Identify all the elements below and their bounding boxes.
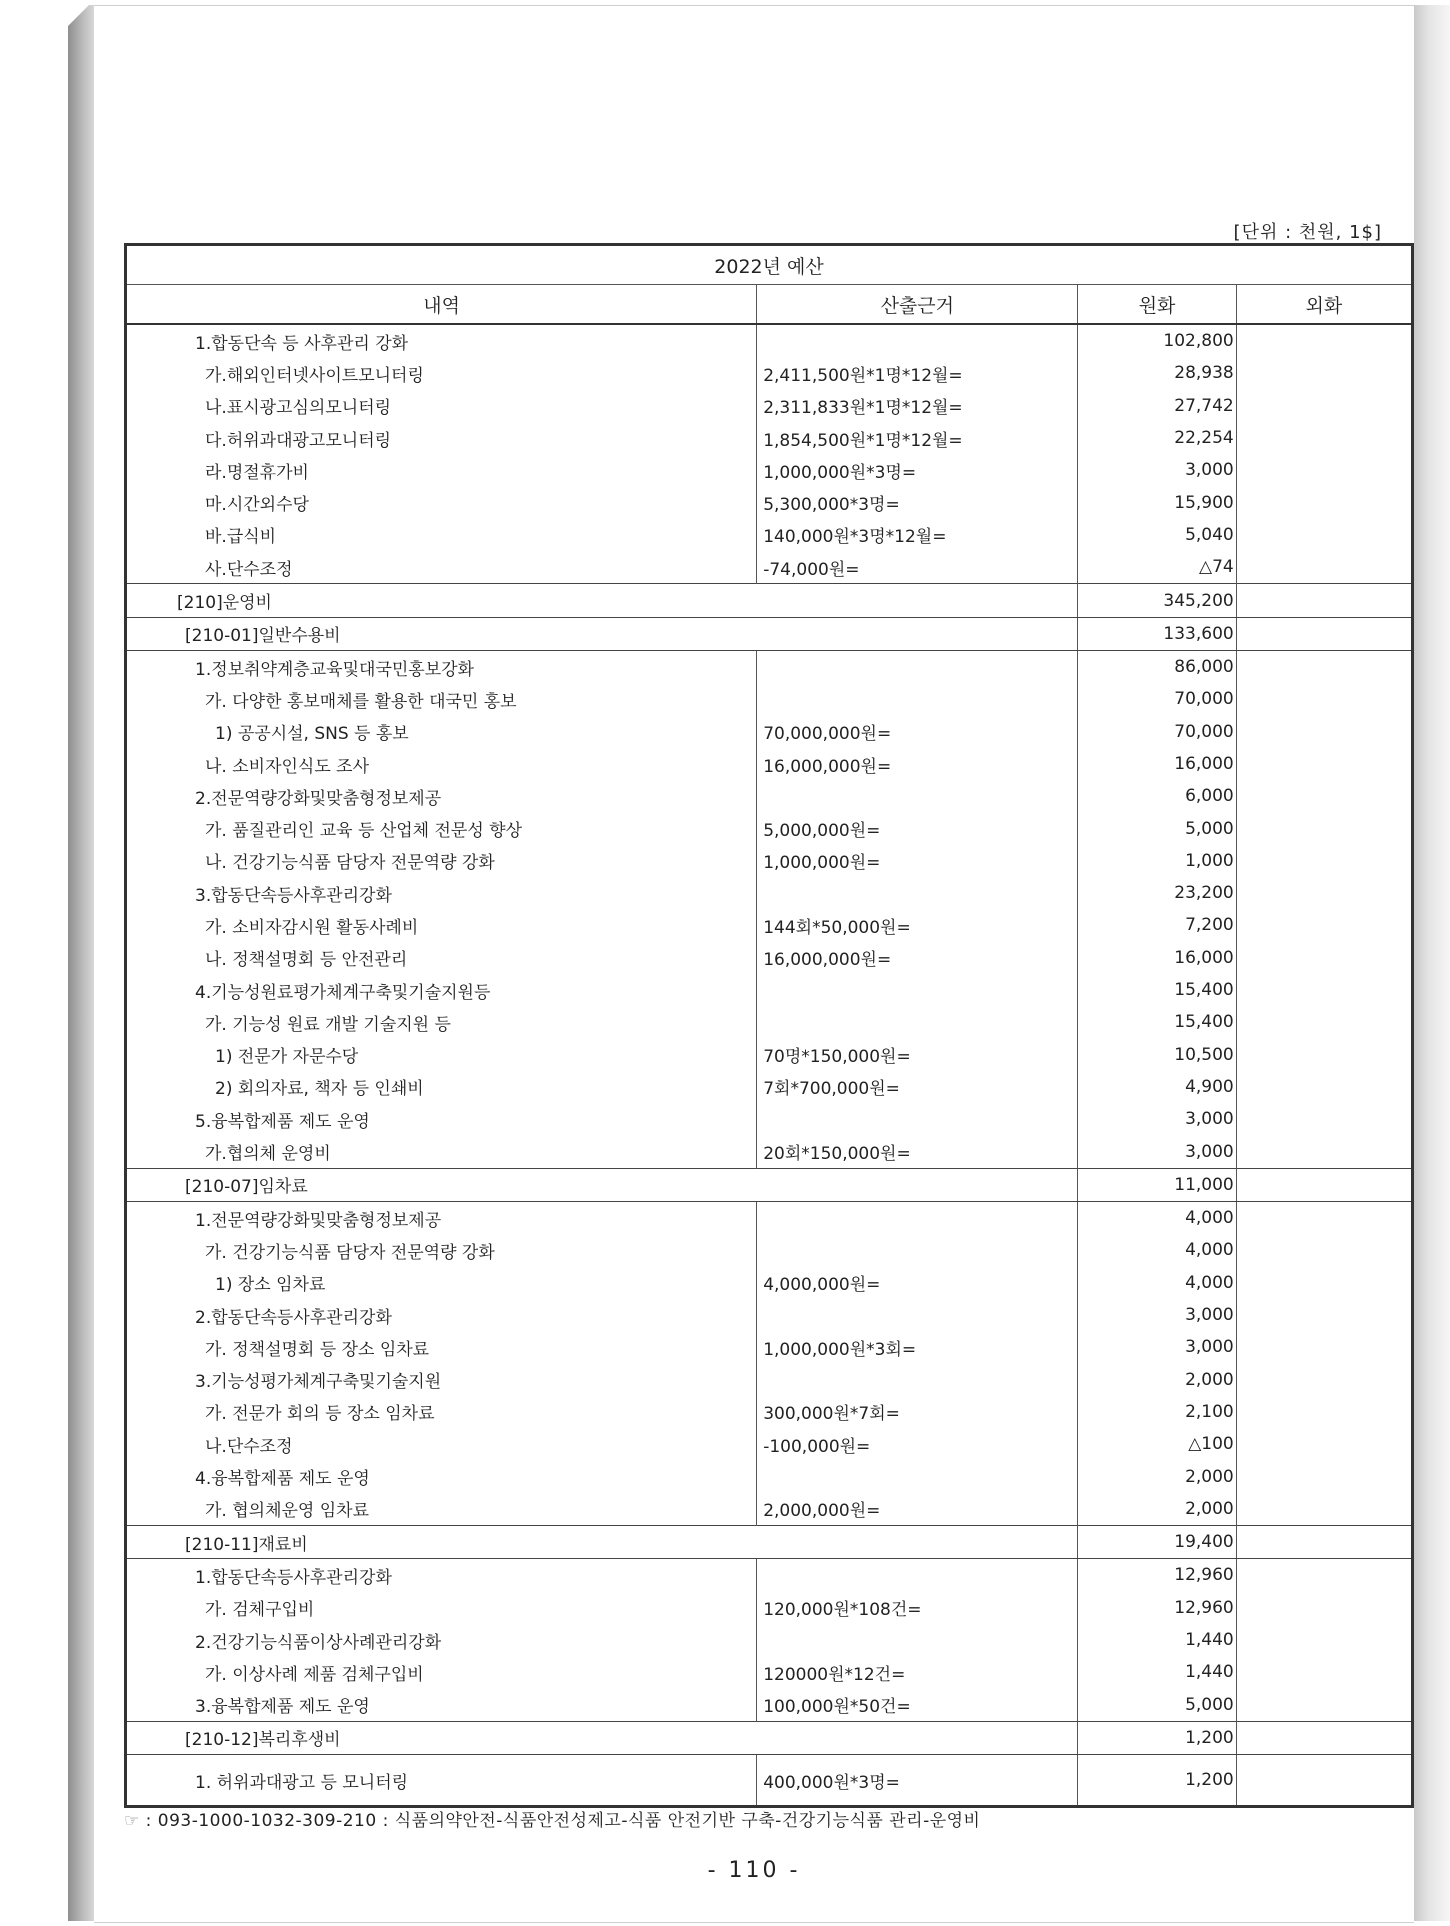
table-row (126, 1755, 1413, 1807)
row-label: 가. 전문가 회의 등 장소 임차료 (126, 1396, 757, 1428)
row-calculation (757, 1364, 1078, 1396)
row-amount-foreign (1236, 584, 1412, 617)
table-row (126, 1624, 1413, 1656)
row-amount-foreign (1236, 1721, 1412, 1754)
row-calculation: 5,000,000원= (757, 812, 1078, 844)
row-amount-foreign (1236, 551, 1412, 584)
row-amount-foreign (1236, 1071, 1412, 1103)
row-calculation: 16,000,000원= (757, 942, 1078, 974)
row-label: [210]운영비 (126, 584, 1078, 617)
book-spine (68, 5, 94, 1921)
row-amount-foreign (1236, 357, 1412, 389)
table-row (126, 454, 1413, 486)
row-calculation (757, 683, 1078, 715)
row-amount-foreign (1236, 650, 1412, 683)
row-label: 나. 소비자인식도 조사 (126, 748, 757, 780)
row-calculation (757, 1624, 1078, 1656)
row-label: 2) 회의자료, 책자 등 인쇄비 (126, 1071, 757, 1103)
row-amount-krw: 15,400 (1078, 1006, 1236, 1038)
row-amount-krw: 5,000 (1078, 812, 1236, 844)
row-amount-foreign (1236, 617, 1412, 650)
row-amount-krw: 2,100 (1078, 1396, 1236, 1428)
row-label: 나.표시광고심의모니터링 (126, 390, 757, 422)
table-row (126, 422, 1413, 454)
row-calculation: 2,311,833원*1명*12월= (757, 390, 1078, 422)
row-label: 1) 장소 임차료 (126, 1267, 757, 1299)
row-amount-foreign (1236, 1168, 1412, 1201)
budget-table (124, 243, 1414, 1808)
row-label: 나. 정책설명회 등 안전관리 (126, 942, 757, 974)
row-calculation: 300,000원*7회= (757, 1396, 1078, 1428)
row-amount-foreign (1236, 454, 1412, 486)
row-label: 2.합동단속등사후관리강화 (126, 1299, 757, 1331)
row-label: 3.융복합제품 제도 운영 (126, 1688, 757, 1721)
row-calculation (757, 877, 1078, 909)
row-calculation: 7회*700,000원= (757, 1071, 1078, 1103)
row-calculation: 140,000원*3명*12월= (757, 519, 1078, 551)
table-row (126, 1267, 1413, 1299)
row-amount-krw: 12,960 (1078, 1559, 1236, 1592)
row-label: 가.협의체 운영비 (126, 1135, 757, 1168)
row-amount-krw: 2,000 (1078, 1493, 1236, 1526)
table-row (126, 357, 1413, 389)
table-row (126, 1364, 1413, 1396)
table-row (126, 1559, 1413, 1592)
row-calculation (757, 1103, 1078, 1135)
col-header-foreign: 외화 (1236, 285, 1412, 325)
row-amount-krw: 16,000 (1078, 748, 1236, 780)
row-amount-krw: 4,900 (1078, 1071, 1236, 1103)
row-label: 1) 공공시설, SNS 등 홍보 (126, 716, 757, 748)
row-label: 1) 전문가 자문수당 (126, 1039, 757, 1071)
row-label: 가. 협의체운영 임차료 (126, 1493, 757, 1526)
table-row (126, 1299, 1413, 1331)
row-amount-krw: 133,600 (1078, 617, 1236, 650)
row-calculation: 16,000,000원= (757, 748, 1078, 780)
row-amount-krw: 23,200 (1078, 877, 1236, 909)
row-amount-krw: 7,200 (1078, 909, 1236, 941)
row-amount-foreign (1236, 1364, 1412, 1396)
row-amount-krw: 70,000 (1078, 716, 1236, 748)
page-number: - 110 - (707, 1858, 801, 1883)
row-calculation: 120000원*12건= (757, 1656, 1078, 1688)
row-calculation: 400,000원*3명= (757, 1755, 1078, 1807)
row-amount-foreign (1236, 486, 1412, 518)
table-row (126, 1103, 1413, 1135)
row-label: 나. 건강기능식품 담당자 전문역량 강화 (126, 845, 757, 877)
table-row (126, 1331, 1413, 1363)
row-amount-krw: 3,000 (1078, 1135, 1236, 1168)
row-amount-foreign (1236, 519, 1412, 551)
row-calculation (757, 650, 1078, 683)
row-amount-krw: 3,000 (1078, 454, 1236, 486)
row-label: 다.허위과대광고모니터링 (126, 422, 757, 454)
row-label: 1.전문역량강화및맞춤형정보제공 (126, 1202, 757, 1235)
row-amount-foreign (1236, 1202, 1412, 1235)
table-row (126, 845, 1413, 877)
row-amount-krw: 3,000 (1078, 1299, 1236, 1331)
row-amount-foreign (1236, 324, 1412, 357)
table-row (126, 974, 1413, 1006)
section-row (126, 617, 1413, 650)
table-row (126, 780, 1413, 812)
row-calculation (757, 1460, 1078, 1492)
row-amount-krw: 4,000 (1078, 1234, 1236, 1266)
table-row (126, 748, 1413, 780)
row-calculation: -74,000원= (757, 551, 1078, 584)
table-row (126, 1493, 1413, 1526)
row-calculation: 20회*150,000원= (757, 1135, 1078, 1168)
row-amount-krw: 2,000 (1078, 1460, 1236, 1492)
row-label: 5.융복합제품 제도 운영 (126, 1103, 757, 1135)
row-calculation: 4,000,000원= (757, 1267, 1078, 1299)
row-amount-foreign (1236, 1525, 1412, 1558)
row-amount-foreign (1236, 1396, 1412, 1428)
row-amount-krw: 15,900 (1078, 486, 1236, 518)
row-label: [210-01]일반수용비 (126, 617, 1078, 650)
row-calculation: 70명*150,000원= (757, 1039, 1078, 1071)
row-calculation (757, 1006, 1078, 1038)
section-row (126, 584, 1413, 617)
table-row (126, 1656, 1413, 1688)
row-amount-foreign (1236, 1039, 1412, 1071)
footnote-text: : 093-1000-1032-309-210 : 식품의약안전-식품안전성제고-식품 안전기반 구축-건강기능식품 관리-운영비 (139, 1811, 981, 1831)
row-amount-krw: 4,000 (1078, 1267, 1236, 1299)
row-amount-krw: 12,960 (1078, 1592, 1236, 1624)
row-amount-foreign (1236, 1299, 1412, 1331)
table-row (126, 1428, 1413, 1460)
row-amount-krw: 28,938 (1078, 357, 1236, 389)
col-header-krw: 원화 (1078, 285, 1236, 325)
unit-label: [단위 : 천원, 1$] (1233, 222, 1382, 243)
row-label: [210-07]임차료 (126, 1168, 1078, 1201)
row-label: 가.해외인터넷사이트모니터링 (126, 357, 757, 389)
table-row (126, 1592, 1413, 1624)
row-label: 1.정보취약계층교육및대국민홍보강화 (126, 650, 757, 683)
row-amount-krw: 5,040 (1078, 519, 1236, 551)
row-amount-krw: 1,200 (1078, 1755, 1236, 1807)
row-amount-krw: 16,000 (1078, 942, 1236, 974)
row-amount-krw: 70,000 (1078, 683, 1236, 715)
row-amount-krw: 3,000 (1078, 1331, 1236, 1363)
row-calculation: 1,000,000원= (757, 845, 1078, 877)
table-row (126, 942, 1413, 974)
row-label: 3.기능성평가체계구축및기술지원 (126, 1364, 757, 1396)
row-calculation (757, 780, 1078, 812)
table-row (126, 1135, 1413, 1168)
table-row (126, 812, 1413, 844)
row-amount-krw: 22,254 (1078, 422, 1236, 454)
row-calculation: 70,000,000원= (757, 716, 1078, 748)
table-row (126, 1202, 1413, 1235)
row-calculation: -100,000원= (757, 1428, 1078, 1460)
row-label: 가. 기능성 원료 개발 기술지원 등 (126, 1006, 757, 1038)
table-row (126, 519, 1413, 551)
row-amount-krw: 1,200 (1078, 1721, 1236, 1754)
table-title: 2022년 예산 (126, 245, 1413, 285)
row-label: [210-11]재료비 (126, 1525, 1078, 1558)
table-row (126, 716, 1413, 748)
row-amount-foreign (1236, 942, 1412, 974)
row-label: 1.합동단속등사후관리강화 (126, 1559, 757, 1592)
row-amount-foreign (1236, 877, 1412, 909)
row-amount-krw: 27,742 (1078, 390, 1236, 422)
row-amount-foreign (1236, 780, 1412, 812)
row-amount-krw: 3,000 (1078, 1103, 1236, 1135)
table-row (126, 1234, 1413, 1266)
row-label: [210-12]복리후생비 (126, 1721, 1078, 1754)
section-row (126, 1721, 1413, 1754)
row-amount-foreign (1236, 1428, 1412, 1460)
row-amount-krw: 5,000 (1078, 1688, 1236, 1721)
row-amount-foreign (1236, 1006, 1412, 1038)
row-amount-foreign (1236, 1592, 1412, 1624)
row-amount-foreign (1236, 1135, 1412, 1168)
row-calculation (757, 1559, 1078, 1592)
row-amount-krw: 15,400 (1078, 974, 1236, 1006)
table-row (126, 324, 1413, 357)
row-amount-krw: 1,000 (1078, 845, 1236, 877)
row-amount-foreign (1236, 1688, 1412, 1721)
row-amount-foreign (1236, 390, 1412, 422)
table-row (126, 909, 1413, 941)
row-amount-krw: 4,000 (1078, 1202, 1236, 1235)
row-amount-foreign (1236, 1755, 1412, 1807)
row-label: 사.단수조정 (126, 551, 757, 584)
row-amount-krw: △74 (1078, 551, 1236, 584)
row-amount-krw: 19,400 (1078, 1525, 1236, 1558)
document-page (94, 5, 1414, 1923)
row-label: 가. 정책설명회 등 장소 임차료 (126, 1331, 757, 1363)
row-label: 4.기능성원료평가체계구축및기술지원등 (126, 974, 757, 1006)
row-amount-foreign (1236, 1331, 1412, 1363)
table-row (126, 650, 1413, 683)
col-header-calc: 산출근거 (757, 285, 1078, 325)
row-label: 2.전문역량강화및맞춤형정보제공 (126, 780, 757, 812)
row-calculation: 1,854,500원*1명*12월= (757, 422, 1078, 454)
row-amount-krw: 2,000 (1078, 1364, 1236, 1396)
row-amount-krw: 1,440 (1078, 1656, 1236, 1688)
row-amount-foreign (1236, 909, 1412, 941)
row-calculation: 144회*50,000원= (757, 909, 1078, 941)
row-label: 가. 다양한 홍보매체를 활용한 대국민 홍보 (126, 683, 757, 715)
table-row (126, 1039, 1413, 1071)
row-label: 2.건강기능식품이상사례관리강화 (126, 1624, 757, 1656)
table-row (126, 1006, 1413, 1038)
row-amount-krw: 10,500 (1078, 1039, 1236, 1071)
row-amount-krw: 11,000 (1078, 1168, 1236, 1201)
row-calculation: 5,300,000*3명= (757, 486, 1078, 518)
row-calculation (757, 324, 1078, 357)
row-amount-foreign (1236, 716, 1412, 748)
row-amount-krw: △100 (1078, 1428, 1236, 1460)
section-row (126, 1525, 1413, 1558)
row-amount-foreign (1236, 1493, 1412, 1526)
row-calculation: 2,000,000원= (757, 1493, 1078, 1526)
footnote (124, 1806, 980, 1831)
row-calculation (757, 974, 1078, 1006)
row-label: 가. 소비자감시원 활동사례비 (126, 909, 757, 941)
row-label: 1.합동단속 등 사후관리 강화 (126, 324, 757, 357)
row-label: 3.합동단속등사후관리강화 (126, 877, 757, 909)
row-amount-foreign (1236, 1559, 1412, 1592)
row-amount-foreign (1236, 422, 1412, 454)
table-row (126, 390, 1413, 422)
row-amount-foreign (1236, 748, 1412, 780)
row-label: 가. 건강기능식품 담당자 전문역량 강화 (126, 1234, 757, 1266)
row-calculation: 100,000원*50건= (757, 1688, 1078, 1721)
row-calculation: 120,000원*108건= (757, 1592, 1078, 1624)
table-row (126, 1396, 1413, 1428)
row-amount-foreign (1236, 812, 1412, 844)
table-row (126, 1460, 1413, 1492)
row-amount-krw: 1,440 (1078, 1624, 1236, 1656)
row-amount-krw: 345,200 (1078, 584, 1236, 617)
row-amount-foreign (1236, 845, 1412, 877)
row-amount-foreign (1236, 1460, 1412, 1492)
row-amount-foreign (1236, 1267, 1412, 1299)
row-amount-krw: 102,800 (1078, 324, 1236, 357)
col-header-item: 내역 (126, 285, 757, 325)
row-label: 4.융복합제품 제도 운영 (126, 1460, 757, 1492)
row-calculation: 1,000,000원*3회= (757, 1331, 1078, 1363)
row-amount-foreign (1236, 1624, 1412, 1656)
table-row (126, 683, 1413, 715)
row-amount-foreign (1236, 1656, 1412, 1688)
table-row (126, 1071, 1413, 1103)
row-label: 나.단수조정 (126, 1428, 757, 1460)
row-label: 바.급식비 (126, 519, 757, 551)
row-calculation (757, 1299, 1078, 1331)
table-row (126, 877, 1413, 909)
table-row (126, 1688, 1413, 1721)
row-label: 라.명절휴가비 (126, 454, 757, 486)
row-amount-foreign (1236, 683, 1412, 715)
table-row (126, 551, 1413, 584)
row-calculation (757, 1202, 1078, 1235)
row-calculation: 1,000,000원*3명= (757, 454, 1078, 486)
row-amount-krw: 6,000 (1078, 780, 1236, 812)
table-row (126, 486, 1413, 518)
pointing-hand-icon: ☞ (124, 1811, 140, 1831)
row-calculation (757, 1234, 1078, 1266)
row-label: 가. 검체구입비 (126, 1592, 757, 1624)
row-calculation: 2,411,500원*1명*12월= (757, 357, 1078, 389)
row-label: 가. 이상사례 제품 검체구입비 (126, 1656, 757, 1688)
row-label: 마.시간외수당 (126, 486, 757, 518)
row-label: 가. 품질관리인 교육 등 산업체 전문성 향상 (126, 812, 757, 844)
row-amount-foreign (1236, 1234, 1412, 1266)
section-row (126, 1168, 1413, 1201)
page-shadow (1414, 5, 1450, 1921)
row-amount-foreign (1236, 1103, 1412, 1135)
row-label: 1. 허위과대광고 등 모니터링 (126, 1755, 757, 1807)
row-amount-krw: 86,000 (1078, 650, 1236, 683)
row-amount-foreign (1236, 974, 1412, 1006)
